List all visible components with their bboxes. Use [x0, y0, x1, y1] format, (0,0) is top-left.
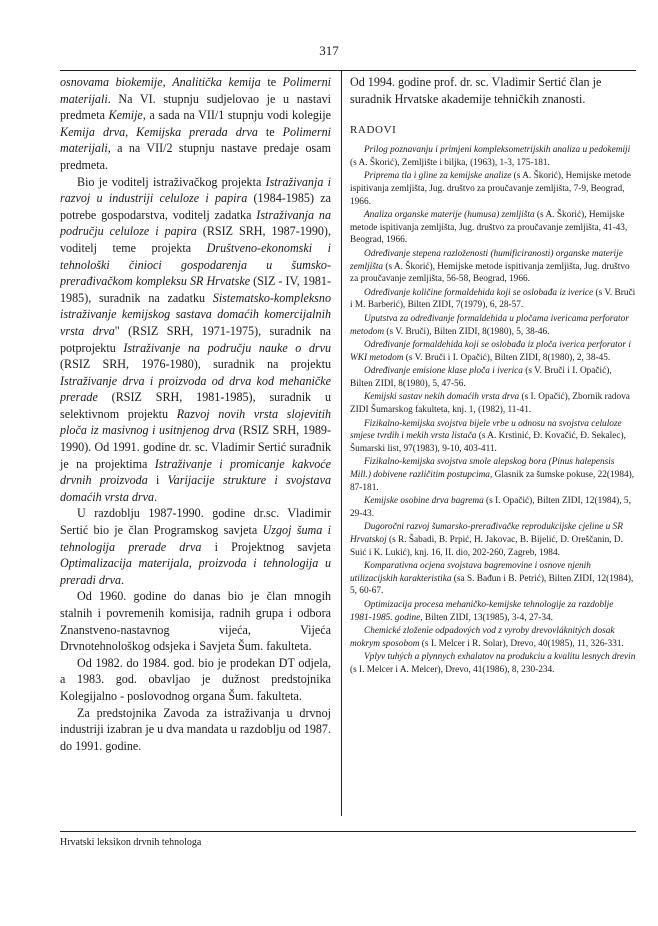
reference-entry [350, 365, 636, 390]
italic-run: Analitička kemija [172, 75, 261, 89]
reference-details: (s R. Šabadi, B. Prpić, H. Jakovac, B. Bijelić, D. Oreščanin, D. Suić i K. Lukić), knj. 16, II. dio, 202-260, Zagreb, 1984. [350, 535, 623, 558]
reference-entry [350, 339, 636, 364]
italic-run: Kemijska prerada drva [136, 124, 258, 139]
text-run: , [162, 75, 173, 89]
reference-title: Prilog poznavanju i primjeni kompleksometrijskih analiza u pedokemiji [364, 145, 631, 156]
text-run: . [121, 572, 125, 587]
reference-title: Fizikalno-kemijska svojstva smole alepskog bora (Pinus halepensis Mill.) dobivene različitim postupcima, [350, 457, 615, 481]
reference-details: (s A. Škorić), Hemijske metode ispitivanja zemljišta, Jug. društvo za proučavanje zemljišta, 7-9, Beograd, 1966. [350, 171, 631, 207]
reference-title: Analiza organske materije (humusa) zemljišta [364, 210, 535, 221]
reference-details: (s A. Krstinić, Đ. Kovačić, Đ. Sekalec), Šumarski list, 97(1983), 9-10, 403-411. [350, 431, 626, 454]
text-run: Od 1982. do 1984. god. bio je prodekan DT odjela, a 1983. god. obavljao je dužnost predstojnika Kolegijalno - poslovodnog organa Šum. fakulteta. [60, 655, 331, 703]
italic-run: Društveno-ekonomski i tehnološki činioci gospodarenja u šumsko-prerađivačkom kompleksu SR Hrvatske [60, 240, 331, 289]
text-run: Za predstojnika Zavoda za istraživanja u drvnoj industriji izabran je u dva mandata u razdoblju od 1987. do 1991. godine. [60, 705, 331, 753]
footer-text: Hrvatski leksikon drvnih tehnologa [60, 837, 202, 848]
reference-details: Bilten ZIDI, 13(1985), 3-4, 27-34. [422, 612, 553, 623]
text-run: Bio je voditelj istraživačkog projekta [77, 174, 266, 189]
body-paragraph [60, 588, 331, 654]
text-run: Od 1960. godine do danas bio je član mnogih stalnih i povremenih komisija, radnih grupa i odbora Znanstveno-nastavnog vijeća, Vijeća Drvnotehnološkog odsjeka i Savjeta Šum. fakulteta. [60, 589, 331, 654]
reference-entry [350, 170, 636, 208]
reference-entry [350, 625, 636, 650]
reference-details: (s I. Opačić), Bilten ZIDI, 12(1984), 5, 29-43. [350, 496, 631, 519]
header-rule [60, 70, 636, 71]
reference-details: (s V. Bruči i I. Opačić), Bilten ZIDI, 8(1980), 2, 38-45. [403, 352, 611, 363]
section-heading-radovi: RADOVI [350, 124, 397, 137]
reference-title: Priprema tla i gline za kemijske analize [364, 171, 512, 182]
reference-entry [350, 391, 636, 416]
reference-details: (s I. Melcer i A. Melcer), Drevo, 41(1986), 8, 230-234. [350, 664, 555, 675]
reference-entry [350, 456, 636, 494]
reference-details: (s V. Bruči i M. Barberić), Bilten ZIDI, 7(1979), 6, 28-57. [350, 287, 636, 311]
italic-run: Istraživanje drva i proizvoda od drva kod mehaničke prerade [60, 373, 331, 405]
reference-title: Kemijske osobine drva bagrema [364, 496, 484, 507]
text-run: , [125, 124, 137, 139]
text-run: " (RSIZ SRH, 1971-1975), suradnik na potprojektu [60, 323, 331, 355]
reference-title: Komparativna ocjena svojstava bagremovine i osnove njenih utilizacijskih karakteristika [350, 561, 591, 584]
reference-entry [350, 599, 636, 624]
reference-details: Glasnik za šumske pokuse, 22(1984), 87-181. [350, 470, 635, 493]
reference-entry [350, 313, 636, 338]
italic-run: Polimerni materijali [60, 75, 332, 106]
italic-run: Uzgoj šuma i tehnologija prerade drva [60, 523, 331, 554]
reference-details: (s V. Bruči), Bilten ZIDI, 8(1980), 5, 38-46. [384, 326, 550, 337]
reference-title: Optimizacija procesa mehaničko-kemijske tehnologije za razdoblje 1981-1985. godine, [350, 599, 614, 623]
reference-details: (s A. Škorić), Hemijske metode ispitivanja zemljišta, Jug. društvo za proučavanje zemljišta, 56-58, Beograd, 1966. [350, 261, 630, 285]
italic-run: Razvoj novih vrsta slojevitih ploča iz masivnog i usitnjenog drva [60, 406, 331, 438]
body-paragraph [60, 655, 331, 705]
reference-title: Određivanje formaldehida koji se oslobađa iz ploča iverica perforator i WKI metodom [350, 340, 631, 363]
reference-title: Fizikalno-kemijska svojstva bijele vrbe u odnosu na svojstva celuloze smjese tvrdih i mekih vrsta listača [350, 418, 622, 442]
text-run: , a sada na VII/1 stupnju vodi kolegije [142, 108, 331, 123]
left-column [60, 74, 331, 754]
text-run: i Projektnog savjeta [201, 539, 331, 554]
italic-run: Optimalizacija materijala, proizvoda i tehnologija u preradi drva [60, 556, 331, 587]
italic-run: Istraživanja i razvoj u industriji celuloze i papira [60, 174, 331, 206]
text-run: . Na VI. stupnju sudjelovao je u nastavi predmeta [60, 91, 331, 123]
body-paragraph [60, 505, 331, 588]
intro-paragraph: Od 1994. godine prof. dr. sc. Vladimir Sertić član je suradnik Hrvatske akademije tehničkih znanosti. [350, 75, 602, 106]
reference-details: (sa S. Bađun i B. Petrić), Bilten ZIDI, 12(1984), 5, 60-67. [350, 573, 634, 597]
italic-run: Istraživanje na području nauke o drvu [123, 340, 332, 355]
italic-run: Polimerni materijali [60, 124, 331, 156]
reference-entry [350, 248, 636, 286]
reference-details: (s I. Melcer i R. Solar), Drevo, 40(1985), 11, 326-331. [419, 638, 624, 649]
reference-entry [350, 209, 636, 247]
body-paragraph [60, 74, 331, 174]
reference-details: (s A. Škorić), Zemljište i biljka, (1963), 1-3, 175-181. [350, 157, 550, 168]
footer-rule [60, 831, 636, 832]
text-run: te [257, 124, 283, 139]
text-run: (SIZ - IV, 1981-1985), suradnik na zadatku [60, 274, 332, 305]
text-run: (RSIZ SRH, 1987-1990), voditelj teme projekta [60, 224, 331, 255]
reference-details: (s V. Bruči i I. Opačić), Bilten ZIDI, 8(1980), 5, 47-56. [350, 366, 612, 389]
italic-run: Kemije [108, 108, 143, 123]
text-run: (RSIZ SRH, 1981-1985), suradnik u selektivnom projektu [60, 390, 331, 421]
text-run: (RSIZ SRH, 1989-1990). Od 1991. godine dr. sc. Vladimir Sertić surađnik je na projektima [60, 423, 331, 471]
reference-entry [350, 287, 636, 312]
text-run: te [260, 75, 283, 89]
references-list [350, 144, 636, 676]
italic-run: Istraživanje i promicanje kakvoće drvnih proizvoda [60, 456, 331, 488]
italic-run: Kemija drva [60, 124, 126, 139]
reference-title: Određivanje emisione klase ploča i iverica [364, 366, 523, 377]
body-paragraph [60, 174, 331, 506]
reference-entry [350, 495, 636, 520]
reference-title: Određivanje količine formaldehida koji se oslobađa iz iverice [364, 287, 594, 298]
column-divider [341, 70, 342, 816]
italic-run: osnovama biokemije [60, 75, 163, 89]
reference-entry [350, 418, 636, 456]
reference-title: Chemické zloženie odpadových vod z vyroby drevovláknitých dosak mokrym sposobom [350, 626, 615, 649]
text-run: , a na VII/2 stupnju nastave predaje osam predmeta. [60, 141, 331, 172]
italic-run: Varijacije strukture i svojstava domaćih vrsta drva [60, 473, 332, 504]
body-paragraph [60, 705, 331, 755]
reference-details: (s A. Škorić), Hemijske metode ispitivanja zemljišta, Jug. društvo za proučavanje zemljišta, 41-43, Beograd, 1966. [350, 210, 628, 246]
reference-title: Uputstva za određivanje formaldehida u pločama ivericama perforator metodom [350, 313, 629, 337]
reference-entry [350, 521, 636, 559]
reference-title: Dugoročni razvoj šumarsko-prerađivačke reprodukcijske cjeline u SR Hrvatskoj [350, 522, 623, 545]
text-run: i [147, 473, 168, 488]
reference-title: Vplyv tuhých a plynnych exhalatov na produkciu a kvalitu lesnych drevin [364, 652, 636, 663]
reference-entry [350, 651, 636, 676]
italic-run: Sistematsko-kompleksno istraživanje kemijskog sastava domaćih komercijalnih vrsta drva [60, 290, 331, 338]
reference-entry [350, 560, 636, 598]
text-run: (1984-1985) za potrebe gospodarstva, voditelj zadatka [60, 191, 331, 222]
reference-entry [350, 144, 636, 169]
text-run: (RSIZ SRH, 1976-1980), suradnik na projektu [60, 357, 331, 372]
reference-title: Određivanje stepena razloženosti (humificiranosti) organske materije zemljišta [350, 248, 623, 272]
italic-run: Istraživanja na području celuloze i papira [60, 207, 331, 239]
reference-title: Kemijski sastav nekih domaćih vrsta drva [364, 392, 520, 403]
text-run: . [154, 489, 158, 504]
text-run: U razdoblju 1987-1990. godine dr.sc. Vladimir Sertić bio je član Programskog savjeta [60, 506, 331, 538]
right-column [350, 74, 636, 678]
reference-details: (s I. Opačić), Zbornik radova ZIDI Šumarskog fakulteta, knj. 1, (1982), 11-41. [350, 392, 630, 416]
page-number: 317 [319, 43, 339, 58]
